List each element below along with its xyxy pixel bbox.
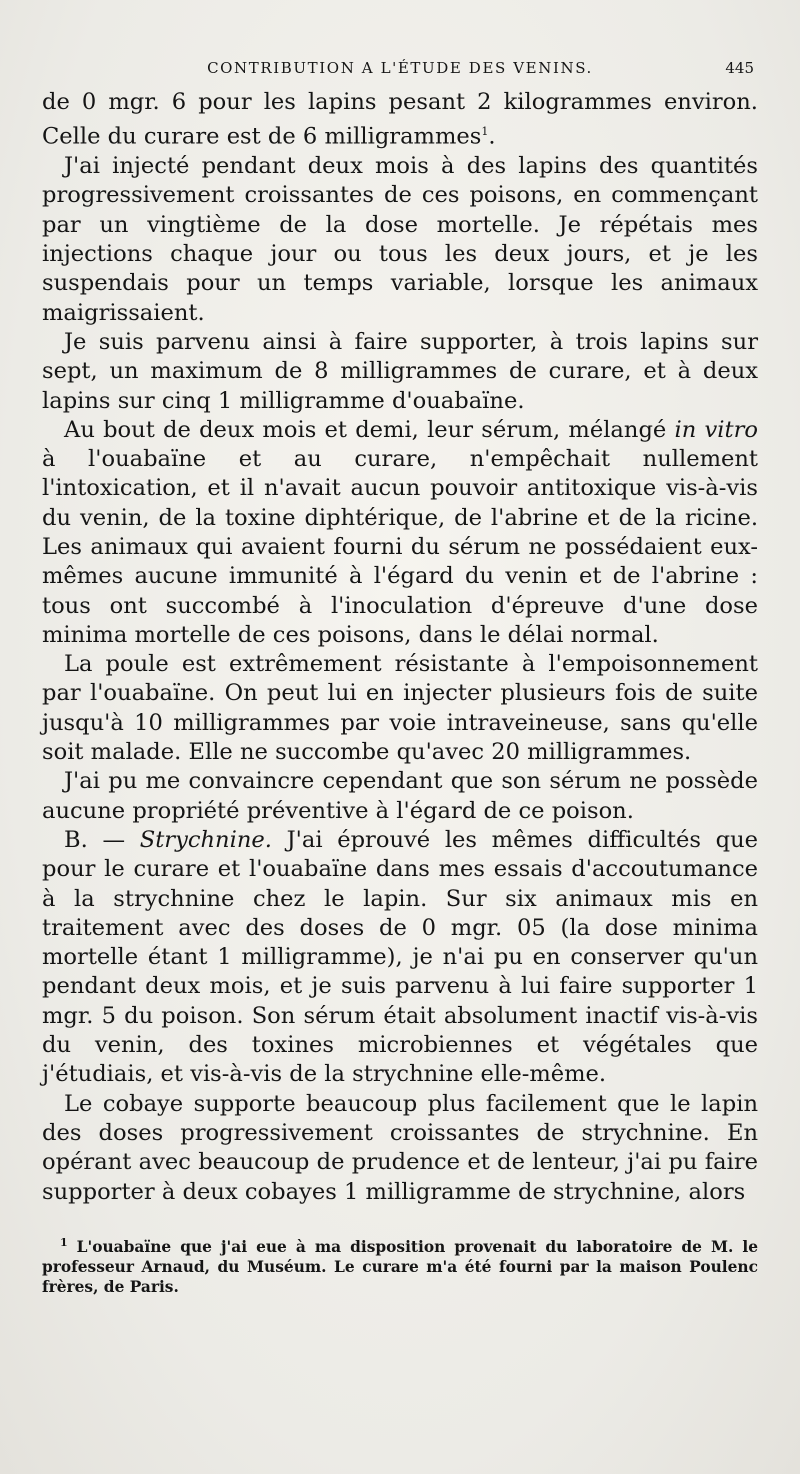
paragraph-4-rest: à l'ouabaïne et au curare, n'empêchait nullement l'intoxication, et il n'avait aucun pouvoir antitoxique vis-à-vis du venin, de la toxine diphtérique, de l'abrine et de la ricine. Les animaux qui avaient fourni du sérum ne possédaient eux-mêmes aucune immunité à l'égard du venin et de l'abrine : tous ont succombé à l'inoculation d'épreuve d'une dose minima mortelle de ces poisons, dans le délai normal.: [42, 446, 758, 648]
paragraph-4-start: Au bout de deux mois et demi, leur sérum, mélangé: [64, 416, 675, 443]
section-b-label: B. —: [64, 826, 140, 853]
paragraph-5: La poule est extrêmement résistante à l'empoisonnement par l'ouabaïne. On peut lui en injecter plusieurs fois de suite jusqu'à 10 milligrammes par voie intraveineuse, sans qu'elle soit malade. Elle ne succombe qu'avec 20 milligrammes.: [42, 651, 758, 766]
page-number: 445: [725, 59, 754, 77]
footnote-reference: 1: [481, 125, 489, 139]
paragraph-1-text: de 0 mgr. 6 pour les lapins pesant 2 kilogrammes environ. Celle du curare est de 6 milligrammes: [42, 89, 758, 150]
paragraph-8: Le cobaye supporte beaucoup plus facilement que le lapin des doses progressivement croissantes de strychnine. En opérant avec beaucoup de prudence et de lenteur, j'ai pu faire supporter à deux cobayes 1 milligramme de strychnine, alors: [42, 1090, 758, 1205]
paragraph-1: [42, 88, 758, 152]
running-title: CONTRIBUTION A L'ÉTUDE DES VENINS.: [207, 59, 593, 77]
paragraph-6: J'ai pu me convaincre cependant que son sérum ne possède aucune propriété préventive à l'égard de ce poison.: [42, 768, 758, 824]
paragraph-7: [42, 826, 758, 1090]
paragraph-7-rest: J'ai éprouvé les mêmes difficultés que pour le curare et l'ouabaïne dans mes essais d'accoutumance à la strychnine chez le lapin. Sur six animaux mis en traitement avec des doses de 0 mgr. 05 (la dose minima mortelle étant 1 milligramme), je n'ai pu en conserver qu'un pendant deux mois, et je suis parvenu à lui faire supporter 1 mgr. 5 du poison. Son sérum était absolument inactif vis-à-vis du venin, des toxines microbiennes et végétales que j'étudiais, et vis-à-vis de la strychnine elle-même.: [42, 826, 759, 1088]
footnote-1: [42, 1233, 758, 1297]
paragraph-1-end: .: [488, 123, 496, 150]
running-head: [42, 52, 758, 84]
footnote-mark: 1: [60, 1235, 68, 1249]
footnote-text: L'ouabaïne que j'ai eue à ma disposition provenait du laboratoire de M. le professeur Arnaud, du Muséum. Le curare m'a été fourni par la maison Poulenc frères, de Paris.: [42, 1237, 758, 1296]
paragraph-2: J'ai injecté pendant deux mois à des lapins des quantités progressivement croissantes de ces poisons, en commençant par un vingtième de la dose mortelle. Je répétais mes injections chaque jour ou tous les deux jours, et je les suspendais pour un temps variable, lorsque les animaux maigrissaient.: [42, 153, 758, 326]
footnotes: [42, 1233, 758, 1297]
body-text: [42, 88, 758, 1207]
paragraph-4: [42, 416, 758, 650]
in-vitro-italic: in vitro: [674, 416, 758, 443]
paragraph-3: Je suis parvenu ainsi à faire supporter, à trois lapins sur sept, un maximum de 8 milligrammes de curare, et à deux lapins sur cinq 1 milligramme d'ouabaïne.: [42, 328, 758, 414]
section-b-title: Strychnine.: [139, 826, 272, 853]
